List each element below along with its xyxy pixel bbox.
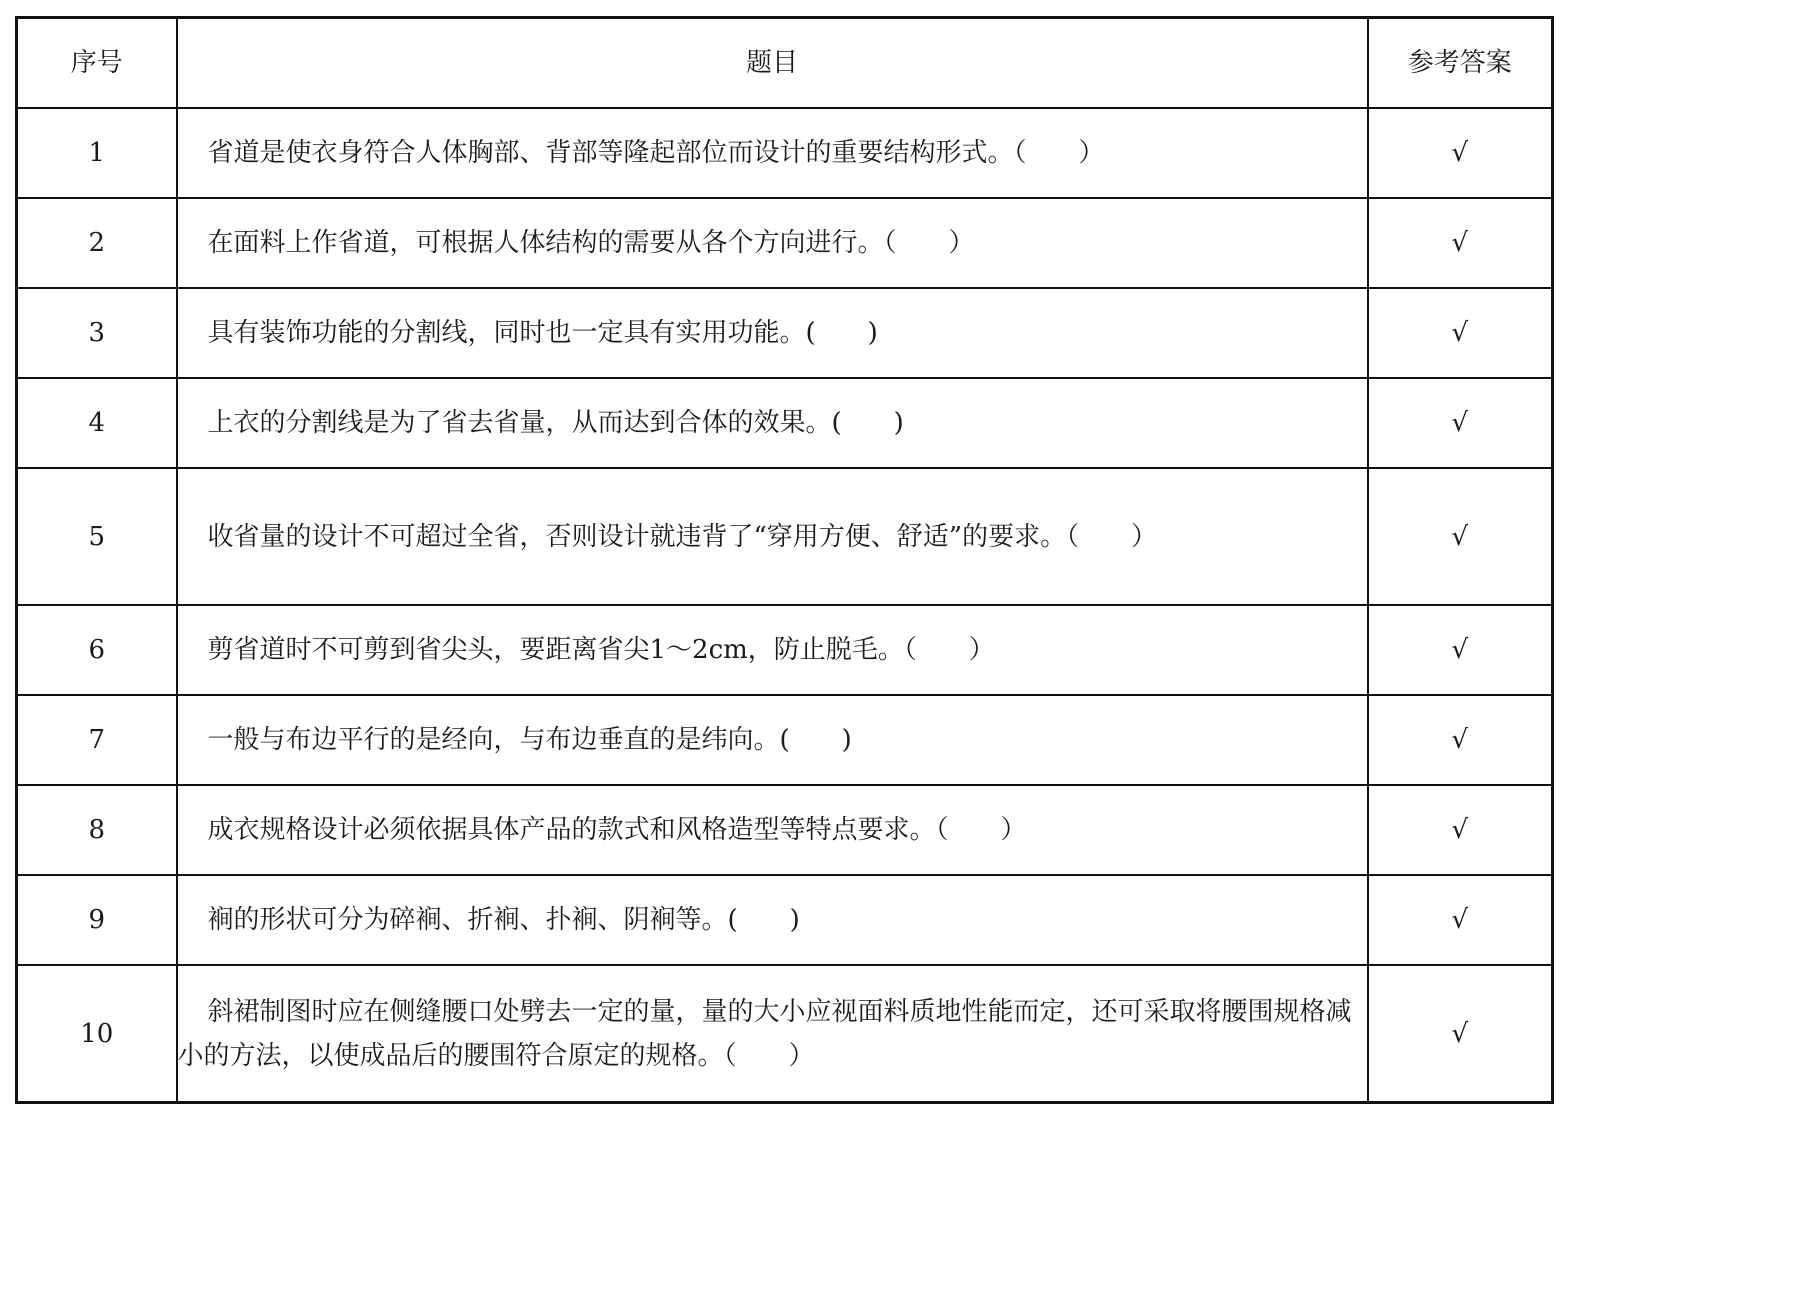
answer-check-mark: √: [1368, 288, 1553, 378]
answer-check-mark: √: [1368, 785, 1553, 875]
header-answer: 参考答案: [1368, 18, 1553, 109]
table-row: [17, 288, 1553, 378]
header-question: 题目: [177, 18, 1368, 109]
answer-check-mark: √: [1368, 605, 1553, 695]
row-number: 7: [17, 695, 177, 785]
row-question: 成衣规格设计必须依据具体产品的款式和风格造型等特点要求。（ ）: [177, 785, 1368, 875]
row-number: 2: [17, 198, 177, 288]
answer-check-mark: √: [1368, 875, 1553, 965]
header-row: [17, 18, 1553, 109]
row-number: 8: [17, 785, 177, 875]
row-number: 1: [17, 108, 177, 198]
answer-check-mark: √: [1368, 198, 1553, 288]
row-question: 裥的形状可分为碎裥、折裥、扑裥、阴裥等。( ): [177, 875, 1368, 965]
row-question: 一般与布边平行的是经向，与布边垂直的是纬向。( ): [177, 695, 1368, 785]
row-number: 9: [17, 875, 177, 965]
table-row: [17, 695, 1553, 785]
row-number: 10: [17, 965, 177, 1103]
answer-check-mark: √: [1368, 695, 1553, 785]
header-number: 序号: [17, 18, 177, 109]
row-number: 6: [17, 605, 177, 695]
table-row: [17, 965, 1553, 1103]
row-number: 3: [17, 288, 177, 378]
answer-check-mark: √: [1368, 378, 1553, 468]
row-question: 斜裙制图时应在侧缝腰口处劈去一定的量，量的大小应视面料质地性能而定，还可采取将腰围规格减小的方法，以使成品后的腰围符合原定的规格。（ ）: [177, 965, 1368, 1103]
answer-check-mark: √: [1368, 468, 1553, 605]
table-row: [17, 875, 1553, 965]
table-row: [17, 785, 1553, 875]
row-question: 具有装饰功能的分割线，同时也一定具有实用功能。( ): [177, 288, 1368, 378]
row-question: 剪省道时不可剪到省尖头，要距离省尖1～2cm，防止脱毛。（ ）: [177, 605, 1368, 695]
answer-check-mark: √: [1368, 108, 1553, 198]
table-row: [17, 198, 1553, 288]
row-question: 上衣的分割线是为了省去省量，从而达到合体的效果。( ): [177, 378, 1368, 468]
row-question: 省道是使衣身符合人体胸部、背部等隆起部位而设计的重要结构形式。（ ）: [177, 108, 1368, 198]
row-number: 4: [17, 378, 177, 468]
row-question: 收省量的设计不可超过全省，否则设计就违背了“穿用方便、舒适”的要求。（ ）: [177, 468, 1368, 605]
table-row: [17, 468, 1553, 605]
table-row: [17, 378, 1553, 468]
qa-table: [15, 16, 1554, 1104]
row-question: 在面料上作省道，可根据人体结构的需要从各个方向进行。（ ）: [177, 198, 1368, 288]
table-row: [17, 108, 1553, 198]
row-number: 5: [17, 468, 177, 605]
answer-check-mark: √: [1368, 965, 1553, 1103]
table-row: [17, 605, 1553, 695]
